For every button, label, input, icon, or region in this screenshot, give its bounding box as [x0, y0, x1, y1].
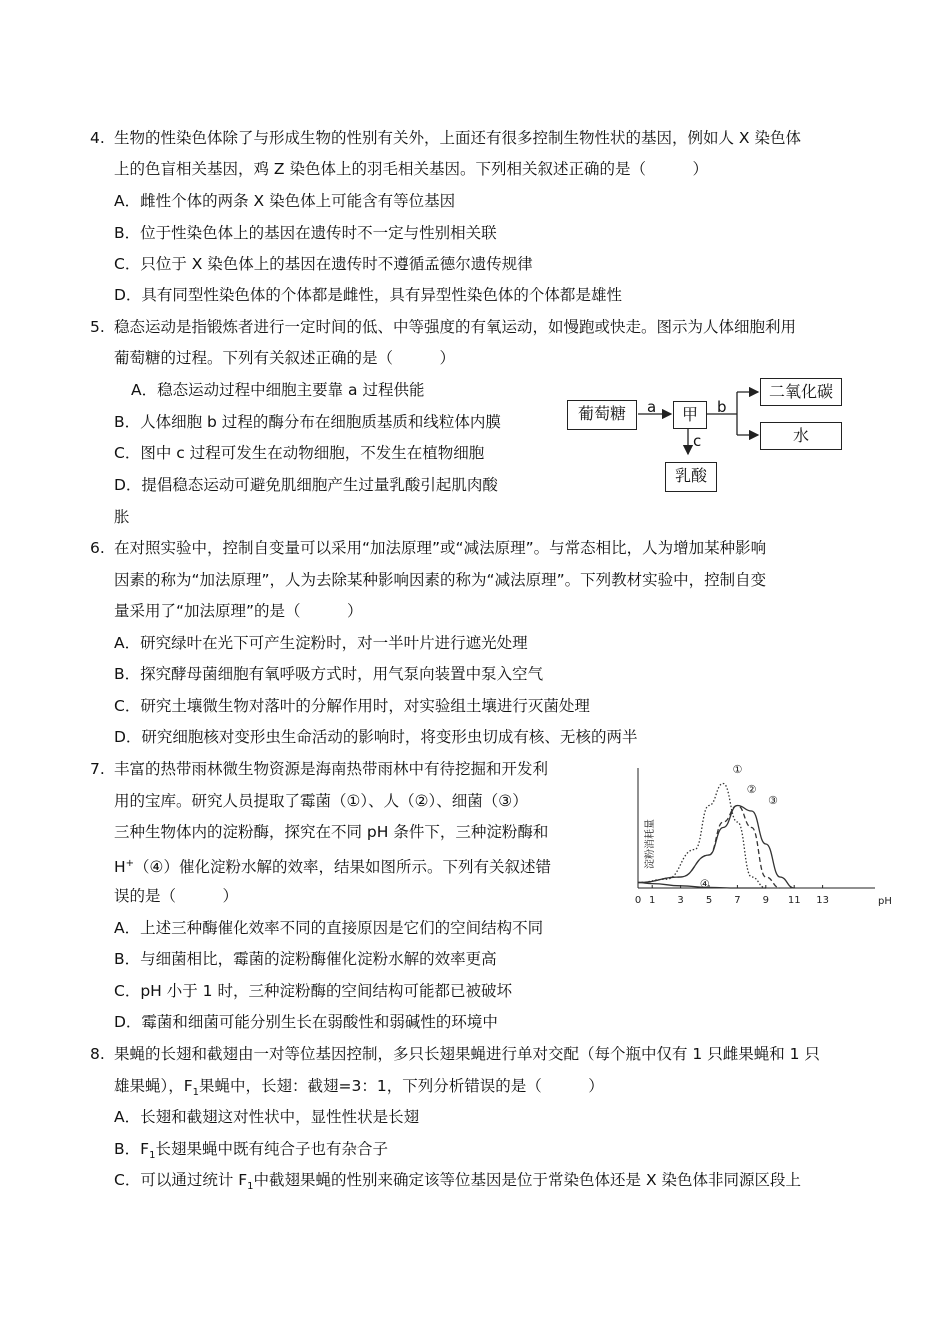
series-label: ③	[767, 794, 778, 807]
question-stem-line: 用的宝库。研究人员提取了霉菌（①）、人（②）、细菌（③）	[114, 792, 528, 810]
option-d: D．具有同型性染色体的个体都是雌性，具有异型性染色体的个体都是雄性	[114, 286, 622, 304]
subscript-1: 1	[192, 1087, 200, 1099]
option-text: 长翅果蝇中既有纯合子也有杂合子	[155, 1140, 388, 1158]
lactic-acid-box: 乳酸	[665, 462, 717, 492]
series-line	[638, 784, 766, 889]
question-stem-line: 葡萄糖的过程。下列有关叙述正确的是（ ）	[114, 349, 456, 367]
option-c: C．pH 小于 1 时，三种淀粉酶的空间结构可能都已被破坏	[114, 982, 512, 1000]
jia-box: 甲	[673, 401, 707, 429]
question-stem-line: 上的色盲相关基因，鸡 Z 染色体上的羽毛相关基因。下列相关叙述正确的是（ ）	[114, 160, 708, 178]
amylase-ph-chart	[620, 760, 890, 910]
question-stem-line	[114, 1076, 604, 1103]
option-b: B．位于性染色体上的基因在遗传时不一定与性别相关联	[114, 224, 497, 242]
chart-series	[638, 763, 794, 890]
question-stem-line: 稳态运动是指锻炼者进行一定时间的低、中等强度的有氧运动，如慢跑或快走。图示为人体细胞利用	[114, 318, 797, 336]
question-stem-line: 量采用了“加法原理”的是（ ）	[114, 602, 363, 620]
option-c	[114, 1170, 801, 1197]
option-b: B．人体细胞 b 过程的酶分布在细胞质基质和线粒体内膜	[114, 413, 501, 431]
option-a: A．上述三种酶催化效率不同的直接原因是它们的空间结构不同	[114, 919, 544, 937]
process-label-b: b	[717, 398, 727, 416]
glucose-box: 葡萄糖	[567, 400, 637, 430]
y-axis-label: 淀粉消耗量	[645, 819, 656, 869]
option-d-continued: 胀	[114, 508, 130, 526]
option-d: D．霉菌和细菌可能分别生长在弱酸性和弱碱性的环境中	[114, 1013, 498, 1031]
water-box: 水	[760, 422, 842, 450]
option-c: C．只位于 X 染色体上的基因在遗传时不遵循孟德尔遗传规律	[114, 255, 533, 273]
option-c: C．图中 c 过程可发生在动物细胞，不发生在植物细胞	[114, 444, 485, 462]
question-number: 7.	[90, 760, 105, 778]
question-stem-line: 在对照实验中，控制自变量可以采用“加法原理”或“减法原理”。与常态相比，人为增加某种影响	[114, 539, 767, 557]
question-stem-line: 丰富的热带雨林微生物资源是海南热带雨林中有待挖掘和开发利	[114, 760, 549, 778]
subscript-1: 1	[149, 1150, 156, 1162]
series-label: ①	[732, 763, 743, 777]
option-d: D．研究细胞核对变形虫生命活动的影响时，将变形虫切成有核、无核的两半	[114, 728, 638, 746]
x-tick-label: 7	[734, 895, 741, 906]
x-tick-label: 5	[705, 895, 713, 906]
question-stem-line: 果蝇的长翅和截翅由一对等位基因控制，多只长翅果蝇进行单对交配（每个瓶中仅有 1 只雌果蝇和 1 只	[114, 1045, 820, 1063]
option-a: A．雌性个体的两条 X 染色体上可能含有等位基因	[114, 192, 456, 210]
option-b: B．与细菌相比，霉菌的淀粉酶催化淀粉水解的效率更高	[114, 950, 497, 968]
question-stem-line: 三种生物体内的淀粉酶，探究在不同 pH 条件下，三种淀粉酶和	[114, 823, 549, 841]
question-stem-line: 因素的称为“加法原理”，人为去除某种影响因素的称为“减法原理”。下列教材实验中，控制自变	[114, 571, 767, 589]
subscript-1: 1	[247, 1181, 254, 1193]
x-tick-label: 9	[762, 895, 769, 906]
question-stem-line: 误的是（ ）	[114, 887, 239, 905]
question-number: 4.	[90, 129, 105, 147]
x-tick-label: 0	[634, 895, 642, 906]
x-tick-label: 11	[787, 895, 801, 906]
option-a: A．稳态运动过程中细胞主要靠 a 过程供能	[131, 381, 425, 399]
stem-text: （④）催化淀粉水解的效率，结果如图所示。下列有关叙述错	[134, 858, 551, 877]
question-number: 6.	[90, 539, 105, 557]
option-text: 中截翅果蝇的性别来确定该等位基因是位于常染色体还是 X 染色体非同源区段上	[253, 1171, 802, 1189]
process-label-c: c	[693, 432, 702, 450]
question-number: 5.	[90, 318, 105, 336]
stem-text: 果蝇中，长翅：截翅=3：1，下列分析错误的是（ ）	[199, 1077, 604, 1095]
process-label-a: a	[647, 398, 657, 416]
option-a: A．研究绿叶在光下可产生淀粉时，对一半叶片进行遮光处理	[114, 634, 528, 652]
x-tick-label: 3	[677, 895, 684, 906]
question-stem-line: 生物的性染色体除了与形成生物的性别有关外，上面还有很多控制生物性状的基因，例如人 X 染色体	[114, 129, 801, 147]
series-line	[638, 806, 794, 889]
superscript-plus: +	[125, 858, 135, 869]
option-label: C．可以通过统计 F	[114, 1171, 248, 1189]
option-d: D．提倡稳态运动可避免肌细胞产生过量乳酸引起肌肉酸	[114, 476, 498, 494]
question-number: 8.	[90, 1045, 105, 1063]
option-c: C．研究土壤微生物对落叶的分解作用时，对实验组土壤进行灭菌处理	[114, 697, 590, 715]
series-label: ④	[699, 877, 710, 891]
hydrogen-ion-symbol: H	[114, 858, 126, 877]
option-label: B．F	[114, 1140, 150, 1158]
option-b	[114, 1139, 388, 1166]
series-line	[638, 806, 780, 889]
x-tick-label: 13	[816, 895, 829, 906]
question-stem-line	[114, 854, 551, 877]
carbon-dioxide-box: 二氧化碳	[760, 378, 842, 406]
option-b: B．探究酵母菌细胞有氧呼吸方式时，用气泵向装置中泵入空气	[114, 665, 544, 683]
series-label: ②	[746, 783, 757, 796]
option-a: A．长翅和截翅这对性状中，显性性状是长翅	[114, 1108, 420, 1126]
x-axis-label: pH	[878, 896, 892, 907]
x-tick-label: 1	[649, 895, 656, 906]
stem-text: 雄果蝇），F	[114, 1077, 193, 1095]
